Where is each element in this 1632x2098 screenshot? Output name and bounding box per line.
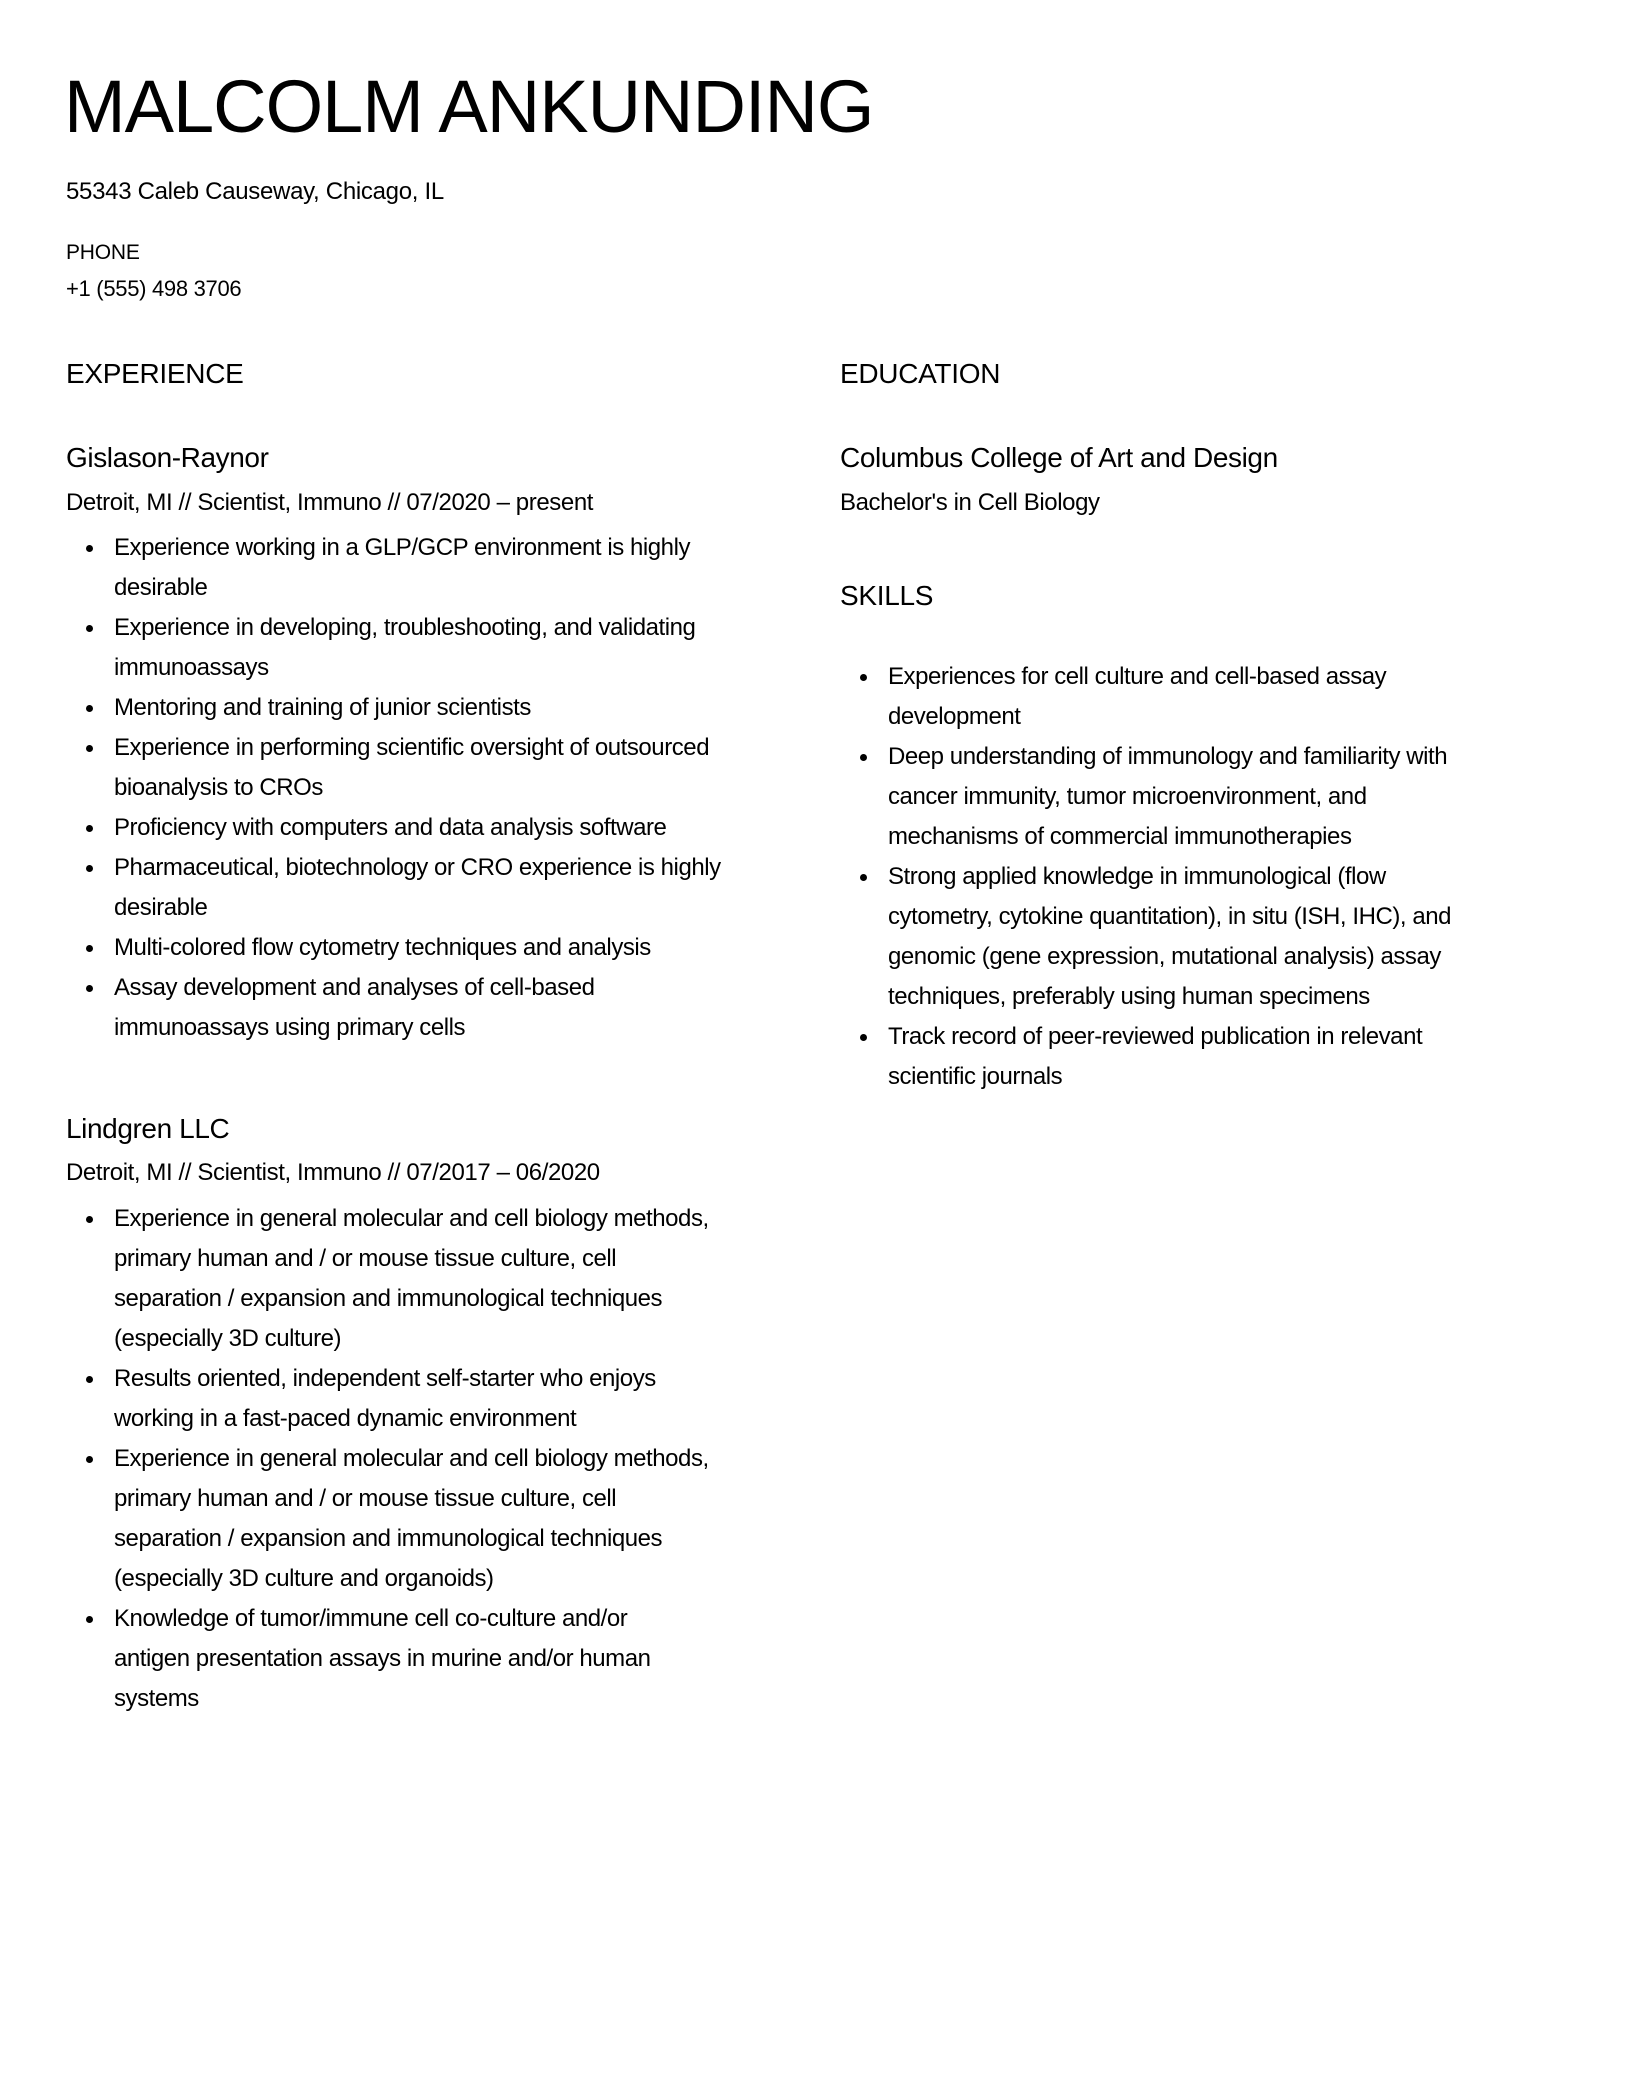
bullet-icon [860,674,867,681]
list-item-text: desirable [114,894,208,921]
list-item-text: systems [114,1685,199,1712]
list-item [66,728,721,808]
list-item-text: Experiences for cell culture and cell-based assay [888,663,1387,690]
list-item [66,928,721,968]
education-heading: EDUCATION [840,358,1001,389]
school-name: Columbus College of Art and Design [840,442,1278,473]
bullet-icon [860,1034,867,1041]
list-item [66,968,721,1048]
list-item-text: genomic (gene expression, mutational analysis) assay [888,943,1441,970]
list-item-text: (especially 3D culture and organoids) [114,1565,494,1592]
list-item [840,857,1451,1017]
bullet-icon [86,705,93,712]
list-item [66,688,721,728]
list-item-text: Experience in general molecular and cell biology methods, [114,1205,709,1232]
bullet-icon [86,825,93,832]
list-item [66,848,721,928]
bullet-icon [86,1376,93,1383]
bullet-icon [86,745,93,752]
list-item-text: Experience in developing, troubleshooting, and validating [114,614,696,641]
bullet-icon [86,865,93,872]
list-item-text: Pharmaceutical, biotechnology or CRO experience is highly [114,854,721,881]
list-item-text: development [888,703,1021,730]
list-item-text: primary human and / or mouse tissue culture, cell [114,1245,617,1272]
list-item-text: desirable [114,574,208,601]
skills-heading: SKILLS [840,580,934,611]
list-item [840,657,1451,737]
list-item-text: Deep understanding of immunology and familiarity with [888,743,1448,770]
list-item-text: Experience in general molecular and cell biology methods, [114,1445,709,1472]
experience-heading: EXPERIENCE [66,358,244,389]
list-item-text: Strong applied knowledge in immunological (flow [888,863,1386,890]
list-item [840,737,1451,857]
job-bullets [66,1199,709,1719]
bullet-icon [86,945,93,952]
job-company: Lindgren LLC [66,1113,230,1144]
list-item-text: Proficiency with computers and data analysis software [114,814,667,841]
job-meta: Detroit, MI // Scientist, Immuno // 07/2020 – present [66,489,594,516]
degree: Bachelor's in Cell Biology [840,489,1100,516]
list-item-text: Knowledge of tumor/immune cell co-culture and/or [114,1605,628,1632]
list-item-text: Assay development and analyses of cell-based [114,974,595,1001]
list-item [840,1017,1451,1097]
job-company: Gislason-Raynor [66,442,269,473]
list-item-text: immunoassays using primary cells [114,1014,466,1041]
phone-label: PHONE [66,241,140,264]
list-item [66,608,721,688]
candidate-name: MALCOLM ANKUNDING [64,65,874,148]
list-item-text: Experience working in a GLP/GCP environment is highly [114,534,690,561]
job-bullets [66,528,721,1048]
list-item-text: scientific journals [888,1063,1063,1090]
list-item [66,528,721,608]
bullet-icon [860,874,867,881]
list-item-text: techniques, preferably using human specimens [888,983,1370,1010]
list-item-text: Mentoring and training of junior scientists [114,694,531,721]
list-item [66,1439,709,1599]
list-item-text: primary human and / or mouse tissue culture, cell [114,1485,617,1512]
list-item-text: (especially 3D culture) [114,1325,342,1352]
bullet-icon [860,754,867,761]
bullet-icon [86,1616,93,1623]
bullet-icon [86,1456,93,1463]
list-item-text: cytometry, cytokine quantitation), in situ (ISH, IHC), and [888,903,1452,930]
list-item [66,808,721,848]
address: 55343 Caleb Causeway, Chicago, IL [66,178,444,205]
list-item-text: working in a fast-paced dynamic environment [114,1405,577,1432]
list-item-text: Experience in performing scientific oversight of outsourced [114,734,710,761]
list-item-text: cancer immunity, tumor microenvironment, and [888,783,1367,810]
bullet-icon [86,625,93,632]
bullet-icon [86,985,93,992]
job-meta: Detroit, MI // Scientist, Immuno // 07/2017 – 06/2020 [66,1159,600,1186]
list-item-text: separation / expansion and immunological techniques [114,1525,663,1552]
skills-list [840,657,1451,1097]
list-item-text: Multi-colored flow cytometry techniques and analysis [114,934,651,961]
list-item-text: Results oriented, independent self-starter who enjoys [114,1365,656,1392]
list-item-text: bioanalysis to CROs [114,774,323,801]
list-item [66,1599,709,1719]
bullet-icon [86,1216,93,1223]
phone-number: +1 (555) 498 3706 [66,276,242,301]
list-item-text: Track record of peer-reviewed publication in relevant [888,1023,1423,1050]
list-item-text: antigen presentation assays in murine and/or human [114,1645,651,1672]
list-item-text: separation / expansion and immunological techniques [114,1285,663,1312]
list-item-text: mechanisms of commercial immunotherapies [888,823,1352,850]
list-item [66,1199,709,1359]
list-item-text: immunoassays [114,654,269,681]
list-item [66,1359,709,1439]
bullet-icon [86,545,93,552]
